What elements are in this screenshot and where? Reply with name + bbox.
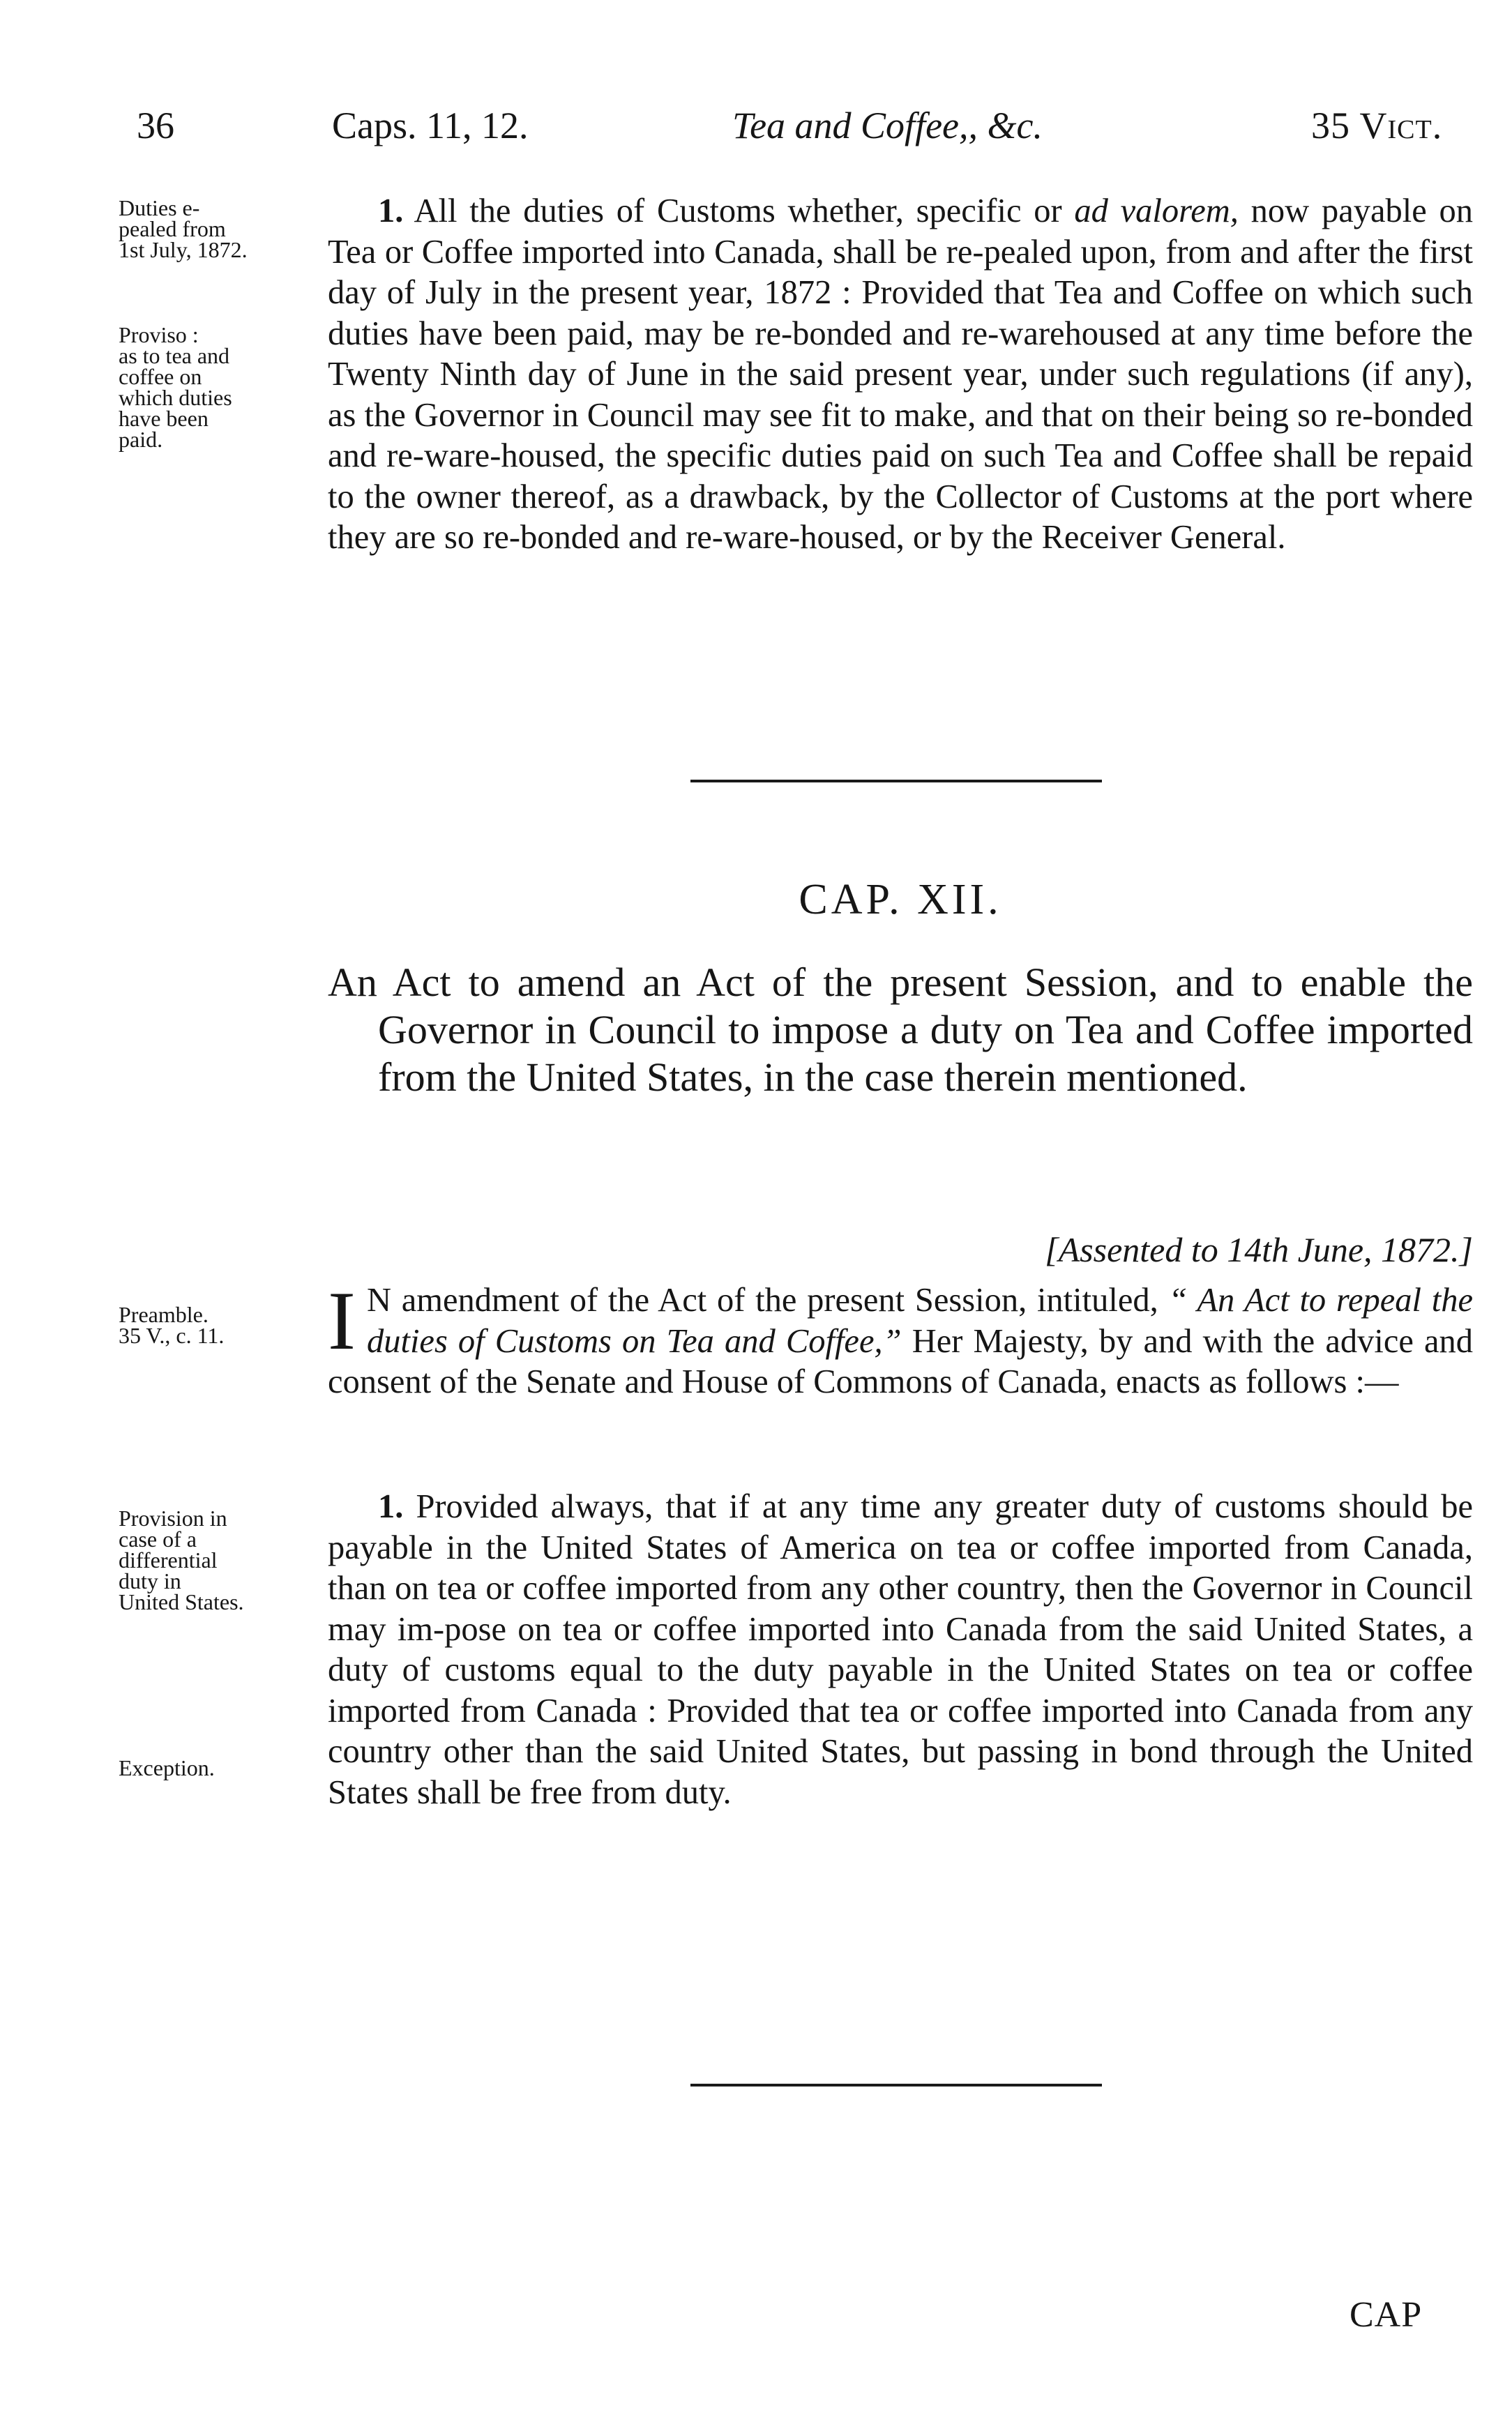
section-number: 1.: [378, 192, 404, 229]
margin-note-line: Proviso :: [119, 322, 199, 347]
margin-note-line: which duties: [119, 385, 232, 410]
page-number: 36: [137, 105, 174, 146]
margin-note-preamble: [119, 1304, 328, 1346]
margin-note-exception: [119, 1757, 328, 1778]
margin-note-line: pealed from: [119, 216, 226, 241]
margin-note-line: Preamble.: [119, 1302, 209, 1327]
act-title: An Act to amend an Act of the present Session, and to enable the Governor in Council to impose a duty on Tea and Coffee imported from the United States, in the case therein mentioned.: [328, 960, 1473, 1100]
margin-note-line: Duties e-: [119, 195, 200, 220]
chapter-heading: CAP. XII.: [799, 876, 1002, 923]
section-text: Provided always, that if at any time any greater duty of customs should be payable in the United States of America on tea or coffee imported from Canada, than on tea or coffee imported from any other country, then the Governor in Council may im-pose on tea or coffee imported into Canada from the said United States, a duty of customs equal to the duty payable in the United States on tea or coffee imported from Canada : Provided that tea or coffee imported into Canada from any country other than the said United States, but passing in bond through the United States shall be free from duty.: [328, 1488, 1474, 1811]
preamble-text-end: Her Majesty, by and with the advice and consent of the Senate and House of Commons of Canada, enacts as follows :—: [328, 1322, 1474, 1400]
section-1-chapter-12-paragraph: [328, 1487, 1473, 1813]
margin-note-duties-repealed: [119, 197, 328, 260]
margin-note-line: case of a: [119, 1527, 197, 1552]
section-text-rest: now payable on Tea or Coffee imported into Canada, shall be re-pealed upon, from and after the first day of July in the present year, 1872 : Provided that Tea and Coffee on which such duties have been paid, may be re-bonded and re-warehoused at any time before the Twenty Ninth day of June in the said present year, under such regulations (if any), as the Governor in Council may see fit to make, and that on their being so re-bonded and re-ware-housed, the specific duties paid on such Tea and Coffee shall be repaid to the owner thereof, as a drawback, by the Collector of Customs at the port where they are so re-bonded and re-ware-housed, or by the Receiver General.: [328, 192, 1474, 556]
margin-note-line: 1st July, 1872.: [119, 237, 248, 262]
catchword: CAP: [1350, 2295, 1423, 2335]
section-divider-rule: [690, 780, 1102, 782]
section-1-paragraph: [328, 191, 1473, 559]
margin-note-line: have been: [119, 406, 209, 431]
margin-note-line: 35 V., c. 11.: [119, 1323, 225, 1348]
section-divider-rule: [690, 2084, 1102, 2087]
margin-note-provision: [119, 1508, 328, 1612]
margin-note-line: differential: [119, 1547, 218, 1573]
margin-note-line: coffee on: [119, 364, 202, 389]
margin-note-line: paid.: [119, 427, 163, 452]
running-title: Tea and Coffee,, &c.: [732, 105, 1043, 146]
assent-date: [Assented to 14th June, 1872.]: [1045, 1230, 1473, 1269]
margin-note-line: as to tea and: [119, 343, 230, 368]
session-label: 35 Vict.: [1311, 105, 1443, 146]
preamble-text-start: N amendment of the Act of the present Session, intituled,: [366, 1282, 1158, 1319]
preamble-paragraph: [328, 1274, 1474, 1403]
drop-capital: I: [328, 1274, 356, 1367]
margin-note-proviso: [119, 324, 328, 450]
section-text-start: All the duties of Customs whether, specific or: [414, 192, 1062, 229]
chapter-reference: Caps. 11, 12.: [332, 105, 529, 146]
margin-note-line: duty in: [119, 1568, 181, 1593]
margin-note-line: Provision in: [119, 1506, 227, 1531]
margin-note-line: Exception.: [119, 1755, 215, 1780]
section-number: 1.: [378, 1488, 404, 1525]
latin-phrase: ad valorem,: [1074, 192, 1239, 229]
act-citation: “ An Act to repeal the duties of Customs on Tea and Coffee,”: [366, 1282, 1474, 1360]
margin-note-line: United States.: [119, 1589, 244, 1614]
